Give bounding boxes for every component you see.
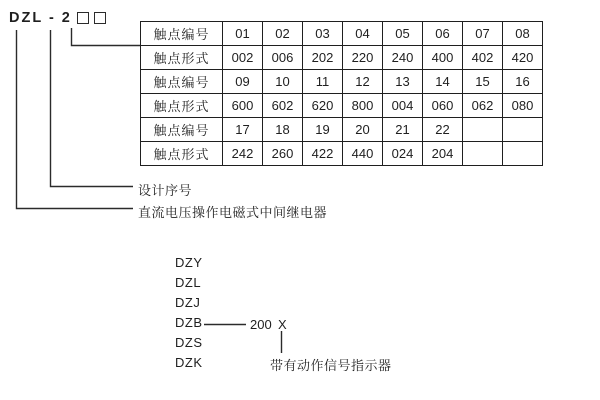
row-label: 触点形式: [141, 46, 223, 70]
row-label: 触点编号: [141, 22, 223, 46]
table-cell: 12: [343, 70, 383, 94]
table-cell: 08: [503, 22, 543, 46]
model-code-text: DZL - 2: [9, 10, 72, 26]
table-cell: 602: [263, 94, 303, 118]
model-family-list: [175, 253, 203, 373]
table-cell: 006: [263, 46, 303, 70]
table-cell: 01: [223, 22, 263, 46]
table-cell: 16: [503, 70, 543, 94]
row-label: 触点编号: [141, 118, 223, 142]
model-title: [9, 10, 106, 26]
table-cell: 620: [303, 94, 343, 118]
table-cell: 14: [423, 70, 463, 94]
model-item-dzj: DZJ: [175, 295, 201, 310]
model-item-dzb: DZB: [175, 315, 203, 330]
table-cell: 420: [503, 46, 543, 70]
table-cell: 13: [383, 70, 423, 94]
table-cell: 002: [223, 46, 263, 70]
table-cell: 204: [423, 142, 463, 166]
row-label: 触点形式: [141, 142, 223, 166]
dzb-x-mark: X: [278, 317, 287, 332]
table-cell: 09: [223, 70, 263, 94]
table-cell: 440: [343, 142, 383, 166]
indicator-note-label: 带有动作信号指示器: [270, 358, 392, 373]
table-cell: 422: [303, 142, 343, 166]
table-cell: 17: [223, 118, 263, 142]
model-item-dzk: DZK: [175, 355, 203, 370]
model-item-dzs: DZS: [175, 335, 203, 350]
model-item-dzy: DZY: [175, 255, 203, 270]
design-serial-label: 设计序号: [138, 183, 193, 198]
table-cell: 05: [383, 22, 423, 46]
table-row: [141, 70, 543, 94]
table-cell: 06: [423, 22, 463, 46]
table-cell: 20: [343, 118, 383, 142]
table-cell: [463, 142, 503, 166]
table-cell: 004: [383, 94, 423, 118]
table-cell: [463, 118, 503, 142]
contact-table: [140, 21, 543, 166]
model-item-dzl: DZL: [175, 275, 202, 290]
table-cell: 060: [423, 94, 463, 118]
table-cell: 024: [383, 142, 423, 166]
table-row: [141, 94, 543, 118]
code-box-icon: [77, 12, 89, 24]
table-cell: 600: [223, 94, 263, 118]
dzb-code-value: 200: [250, 317, 272, 332]
relay-description-label: 直流电压操作电磁式中间继电器: [138, 205, 328, 220]
table-cell: 240: [383, 46, 423, 70]
table-row: [141, 142, 543, 166]
contact-table-body: [141, 22, 543, 166]
table-row: [141, 46, 543, 70]
table-cell: 03: [303, 22, 343, 46]
table-cell: 800: [343, 94, 383, 118]
row-label: 触点编号: [141, 70, 223, 94]
table-cell: 062: [463, 94, 503, 118]
table-cell: 18: [263, 118, 303, 142]
table-cell: 202: [303, 46, 343, 70]
table-cell: 21: [383, 118, 423, 142]
table-cell: 400: [423, 46, 463, 70]
table-cell: 19: [303, 118, 343, 142]
table-cell: 402: [463, 46, 503, 70]
table-cell: 260: [263, 142, 303, 166]
table-row: [141, 118, 543, 142]
table-cell: 02: [263, 22, 303, 46]
table-cell: 22: [423, 118, 463, 142]
table-cell: 10: [263, 70, 303, 94]
table-cell: 07: [463, 22, 503, 46]
table-cell: 242: [223, 142, 263, 166]
table-cell: [503, 142, 543, 166]
table-cell: 15: [463, 70, 503, 94]
code-box-icon: [94, 12, 106, 24]
table-cell: 080: [503, 94, 543, 118]
table-row: [141, 22, 543, 46]
row-label: 触点形式: [141, 94, 223, 118]
table-cell: [503, 118, 543, 142]
table-cell: 220: [343, 46, 383, 70]
table-cell: 04: [343, 22, 383, 46]
table-cell: 11: [303, 70, 343, 94]
